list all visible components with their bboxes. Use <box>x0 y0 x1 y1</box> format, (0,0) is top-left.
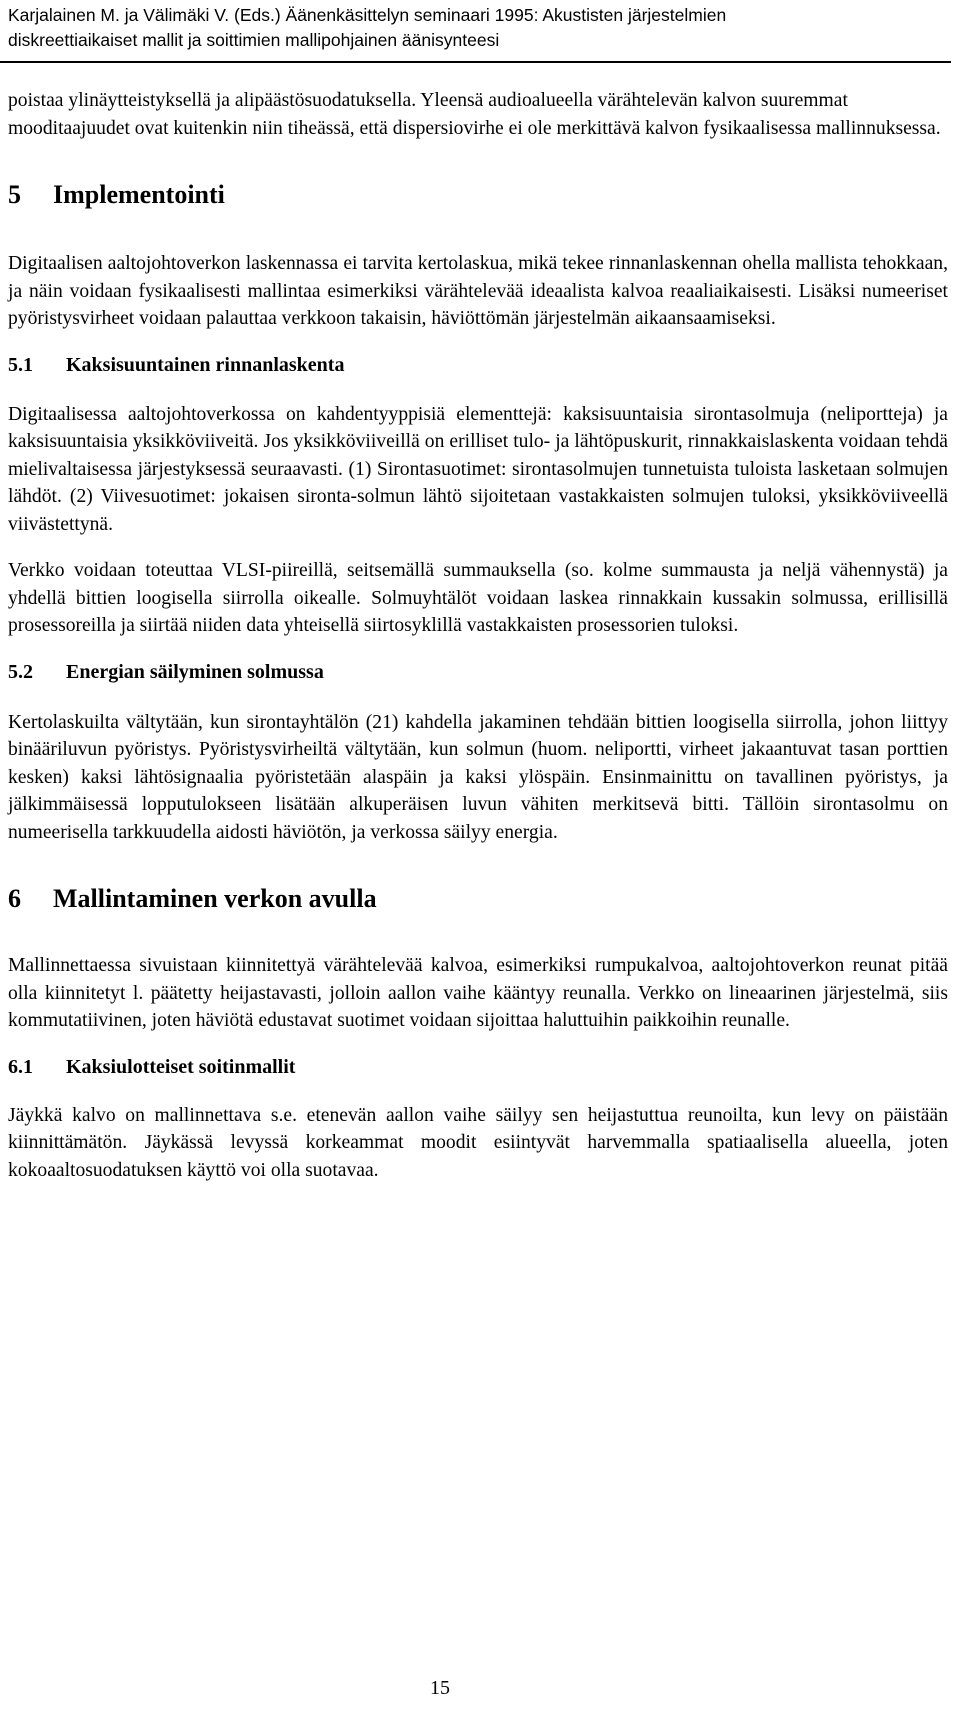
section-number: 5 <box>8 180 21 209</box>
intro-paragraph: poistaa ylinäytteistyksellä ja alipäästösuodatuksella. Yleensä audioalueella värähtelevän kalvon suuremmat mooditaajuudet ovat kuitenkin niin tiheässä, että dispersiovirhe ei ole merkittävä kalvon fysikaalisessa mallinnuksessa. <box>8 90 941 139</box>
section-heading-6 <box>8 884 948 914</box>
section-heading-5-1 <box>8 352 948 378</box>
section-heading-6-1 <box>8 1054 948 1080</box>
section-title: Kaksiulotteiset soitinmallit <box>66 1055 296 1078</box>
page-number: 15 <box>430 1677 450 1699</box>
section-heading-5-2 <box>8 659 948 685</box>
section-title: Energian säilyminen solmussa <box>66 660 324 683</box>
section-number: 6 <box>8 884 21 913</box>
header-rule <box>0 61 951 63</box>
section-number: 5.1 <box>8 353 33 376</box>
section-title: Mallintaminen verkon avulla <box>53 884 377 913</box>
running-header <box>8 3 948 53</box>
section-title: Implementointi <box>53 180 225 209</box>
section-5-2-paragraph: Kertolaskuilta vältytään, kun sirontayhtälön (21) kahdella jakaminen tehdään bittien loogisella siirrolla, johon liittyy binääriluvun pyöristys. Pyöristysvirheiltä vältytään, kun solmun (huom. neliportti, virheet jakaantuvat tasan porttien kesken) kaksi lähtösignaalia pyöristetään alaspäin ja kaksi ylöspäin. Ensinmainittu on tavallinen pyöristys, ja jälkimmäisessä lopputulokseen lisätään alkuperäisen luvun vähiten merkitsevä bitti. Tällöin sirontasolmu on numeerisella tarkkuudella aidosti häviötön, ja verkossa säilyy energia. <box>8 711 948 843</box>
section-6-paragraph: Mallinnettaessa sivuistaan kiinnitettyä värähtelevää kalvoa, esimerkiksi rumpukalvoa, aaltojohtoverkon reunat pitää olla kiinnitetyt l. päätetty heijastavasti, jolloin aallon vaihe kääntyy reunalla. Verkko on lineaarinen järjestelmä, siis kommutatiivinen, joten häviötä edustavat suotimet voidaan sijoittaa haluttuihin paikkoihin reunalle. <box>8 955 948 1031</box>
section-heading-5 <box>8 180 948 210</box>
section-5-1-paragraph-2: Verkko voidaan toteuttaa VLSI-piireillä, seitsemällä summauksella (so. kolme summausta ja neljä vähennystä) ja yhdellä bittien loogisella siirrolla oikealle. Solmuyhtälöt voidaan laskea rinnakkain kussakin solmussa, erillisillä prosessoreilla ja siirtää niiden data yhteisellä siirtosyklillä vastakkaisten prosessorien tuloksi. <box>8 560 948 636</box>
section-title: Kaksisuuntainen rinnanlaskenta <box>66 353 345 376</box>
section-number: 6.1 <box>8 1055 33 1078</box>
section-5-1-paragraph-1: Digitaalisessa aaltojohtoverkossa on kahdentyyppisiä elementtejä: kaksisuuntaisia sirontasolmuja (neliportteja) ja kaksisuuntaisia yksikköviiveitä. Jos yksikköviiveillä on erilliset tulo- ja lähtöpuskurit, rinnakkaislaskenta voidaan tehdä mielivaltaisessa järjestyksessä seuraavasti. (1) Sirontasuotimet: sirontasolmujen tunnetuista tuloista lasketaan solmujen lähdöt. (2) Viivesuotimet: jokaisen sironta-solmun lähtö sijoitetaan vastakkaisten solmujen tuloksi, yksikköviiveellä viivästettynä. <box>8 403 948 535</box>
section-5-paragraph: Digitaalisen aaltojohtoverkon laskennassa ei tarvita kertolaskua, mikä tekee rinnanlaskennan ohella mallista tehokkaan, ja näin voidaan fysikaalisesti mallintaa esimerkiksi värähtelevää ideaalista kalvoa reaaliaikaisesti. Lisäksi numeeriset pyöristysvirheet voidaan palauttaa verkkoon takaisin, häviöttömän järjestelmän aikaansaamiseksi. <box>8 253 948 329</box>
section-number: 5.2 <box>8 660 33 683</box>
body-text <box>8 87 948 1203</box>
header-line-1: Karjalainen M. ja Välimäki V. (Eds.) Äänenkäsittelyn seminaari 1995: Akustisten järjestelmien <box>8 5 727 25</box>
header-line-2: diskreettiaikaiset mallit ja soittimien mallipohjainen äänisynteesi <box>8 30 500 50</box>
section-6-1-paragraph: Jäykkä kalvo on mallinnettava s.e. etenevän aallon vaihe säilyy sen heijastuttua reunoilta, kun levy on päistään kiinnittämätön. Jäykässä levyssä korkeammat moodit esiintyvät harvemmalla spatiaalisella alueella, joten kokoaaltosuodatuksen käyttö voi olla suotavaa. <box>8 1104 948 1181</box>
